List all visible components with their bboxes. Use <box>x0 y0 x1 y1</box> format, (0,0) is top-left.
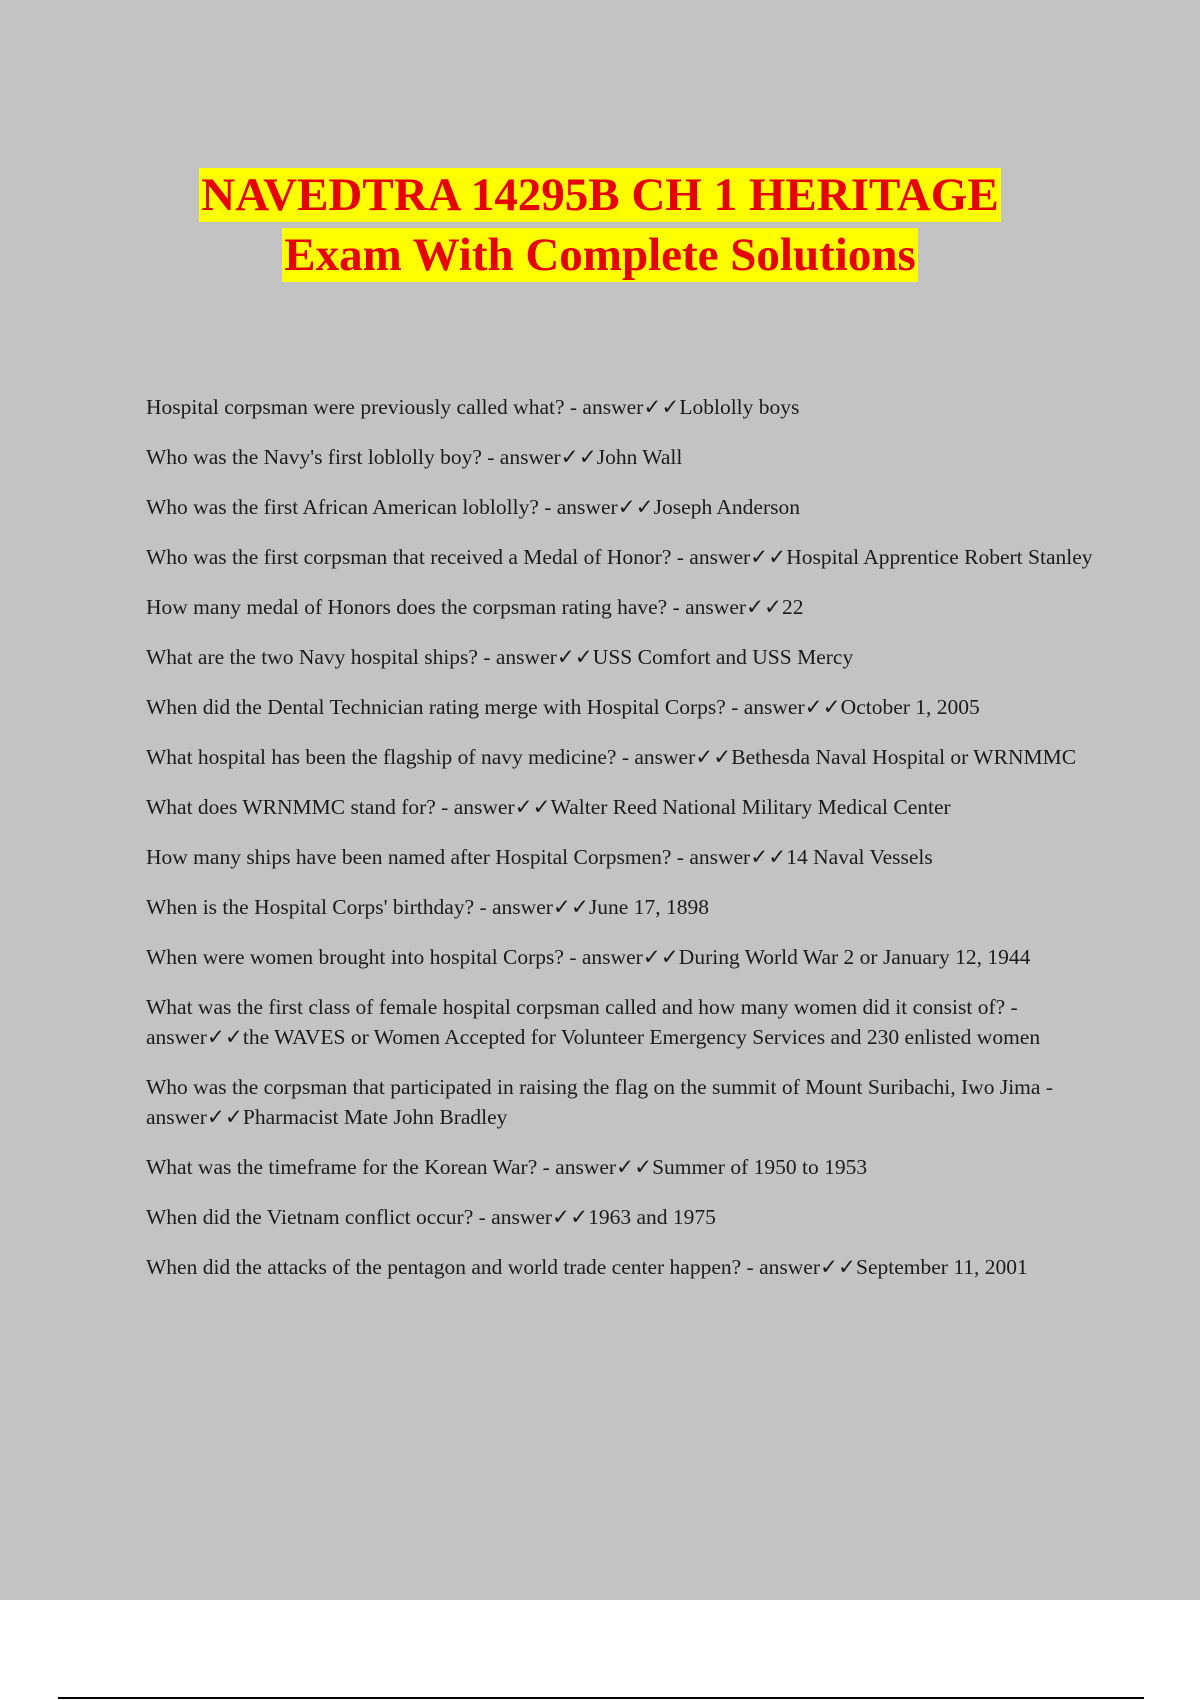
qa-text: What does WRNMMC stand for? - answer✓✓Walter Reed National Military Medical Center <box>146 795 951 819</box>
qa-text: How many ships have been named after Hospital Corpsmen? - answer✓✓14 Naval Vessels <box>146 845 933 869</box>
title-line-2: Exam With Complete Solutions <box>284 229 916 281</box>
qa-item <box>146 892 1096 922</box>
title-line-1: NAVEDTRA 14295B CH 1 HERITAGE <box>201 169 999 221</box>
qa-text: When were women brought into hospital Corps? - answer✓✓During World War 2 or January 12, 1944 <box>146 945 1031 969</box>
qa-text: What hospital has been the flagship of navy medicine? - answer✓✓Bethesda Naval Hospital or WRNMMC <box>146 745 1077 769</box>
qa-text: When did the Vietnam conflict occur? - answer✓✓1963 and 1975 <box>146 1205 716 1229</box>
qa-list <box>146 392 1096 1302</box>
qa-text: What was the timeframe for the Korean War? - answer✓✓Summer of 1950 to 1953 <box>146 1155 868 1179</box>
qa-item <box>146 992 1096 1052</box>
qa-text: When did the attacks of the pentagon and world trade center happen? - answer✓✓September 11, 2001 <box>146 1255 1028 1279</box>
qa-text: Who was the Navy's first loblolly boy? - answer✓✓John Wall <box>146 445 683 469</box>
qa-item <box>146 842 1096 872</box>
qa-item <box>146 442 1096 472</box>
qa-item <box>146 692 1096 722</box>
qa-item <box>146 392 1096 422</box>
qa-item <box>146 1252 1096 1282</box>
page-title <box>0 168 1200 282</box>
bottom-divider <box>58 1697 1144 1699</box>
qa-item <box>146 642 1096 672</box>
qa-item <box>146 792 1096 822</box>
qa-text: What are the two Navy hospital ships? - answer✓✓USS Comfort and USS Mercy <box>146 645 854 669</box>
qa-text: Who was the first African American loblolly? - answer✓✓Joseph Anderson <box>146 495 800 519</box>
qa-text: What was the first class of female hospital corpsman called and how many women did it consist of? - answer✓✓the WAVES or Women Accepted for Volunteer Emergency Services and 230 enlisted women <box>146 995 1041 1049</box>
qa-text: When did the Dental Technician rating merge with Hospital Corps? - answer✓✓October 1, 2005 <box>146 695 980 719</box>
qa-text: Who was the first corpsman that received a Medal of Honor? - answer✓✓Hospital Apprentice Robert Stanley <box>146 545 1093 569</box>
qa-text: When is the Hospital Corps' birthday? - answer✓✓June 17, 1898 <box>146 895 709 919</box>
qa-item <box>146 1202 1096 1232</box>
qa-text: Who was the corpsman that participated in raising the flag on the summit of Mount Suribachi, Iwo Jima - answer✓✓Pharmacist Mate John Bradley <box>146 1075 1053 1129</box>
qa-text: Hospital corpsman were previously called what? - answer✓✓Loblolly boys <box>146 395 800 419</box>
qa-item <box>146 492 1096 522</box>
qa-item <box>146 592 1096 622</box>
qa-text: How many medal of Honors does the corpsman rating have? - answer✓✓22 <box>146 595 804 619</box>
qa-item <box>146 742 1096 772</box>
qa-item <box>146 542 1096 572</box>
qa-item <box>146 1072 1096 1132</box>
qa-item <box>146 1152 1096 1182</box>
qa-item <box>146 942 1096 972</box>
